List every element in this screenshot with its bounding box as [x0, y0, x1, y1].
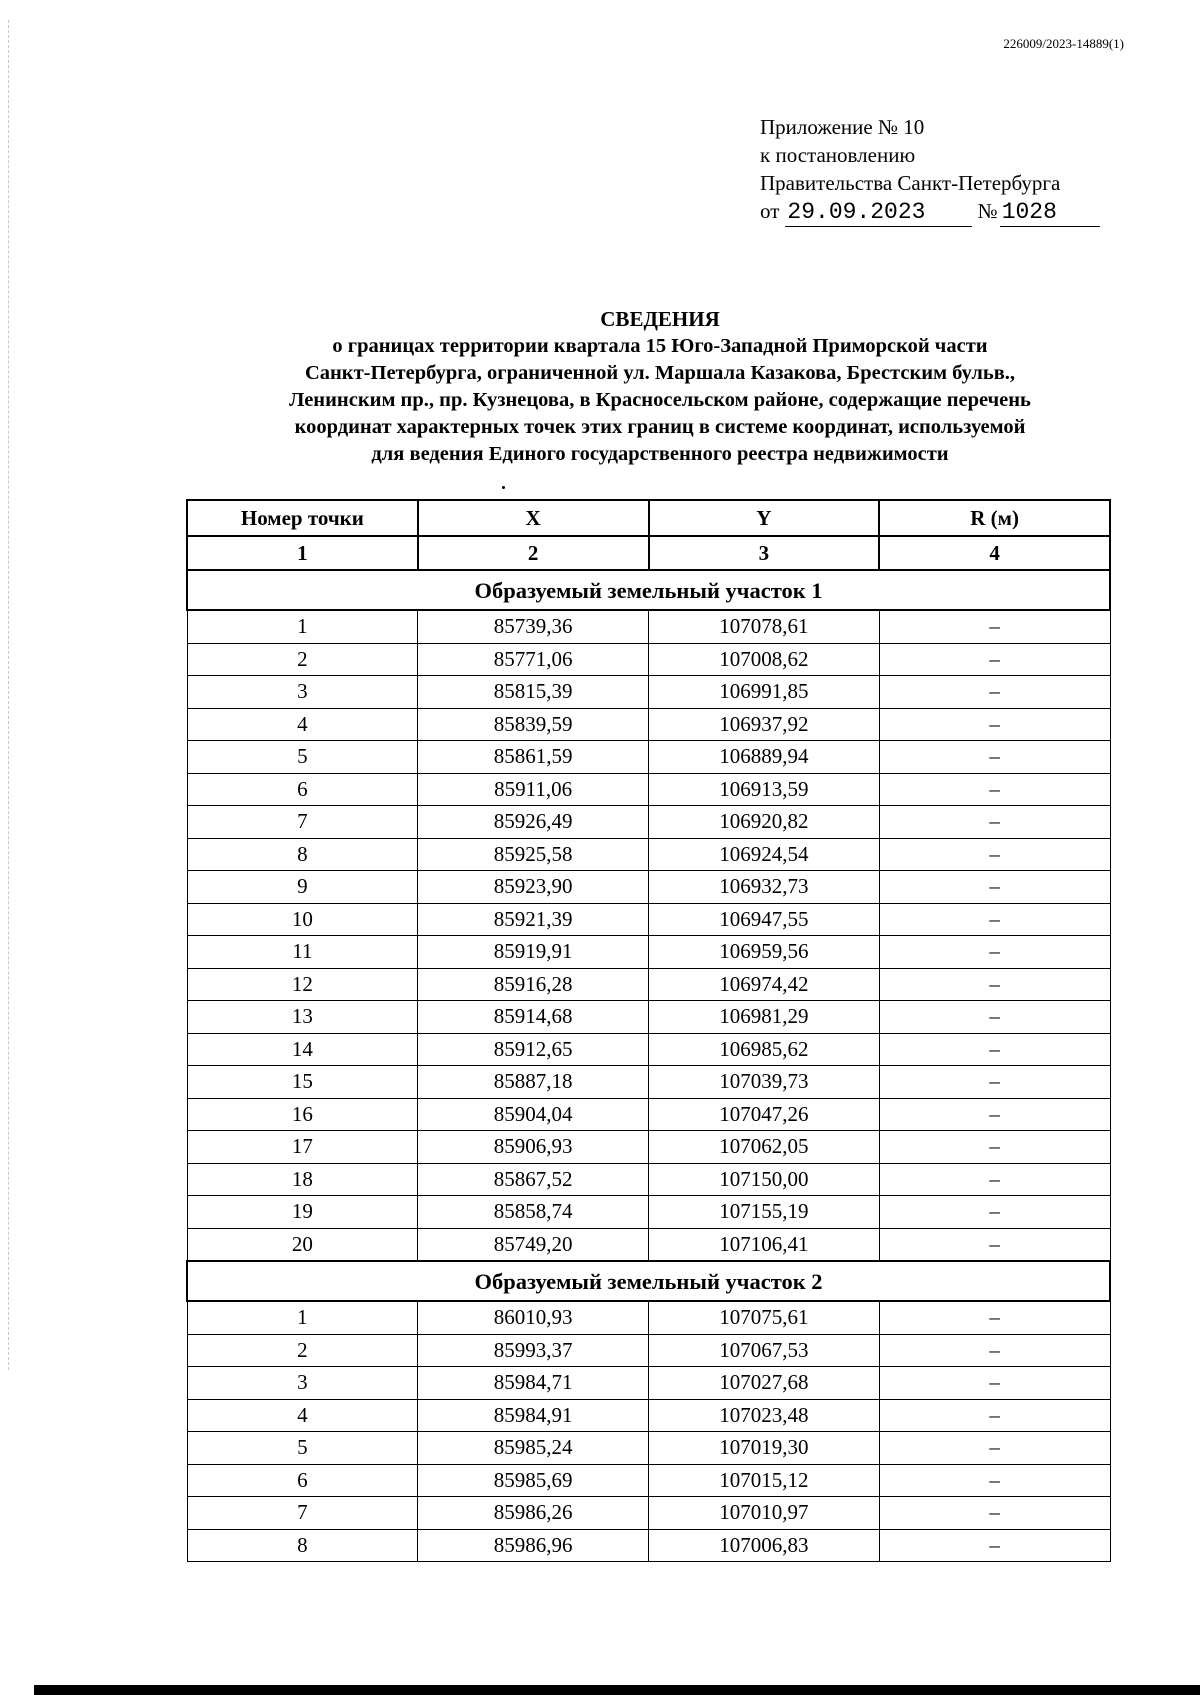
x-coordinate-cell: 85925,58 [418, 838, 649, 871]
title-line: координат характерных точек этих границ в системе координат, используемой [294, 416, 1026, 438]
radius-cell: – [879, 1196, 1110, 1229]
x-coordinate-cell: 85904,04 [418, 1098, 649, 1131]
point-number-cell: 3 [187, 676, 418, 709]
radius-cell: – [879, 1163, 1110, 1196]
table-row [187, 1098, 1110, 1131]
section-header-row [187, 570, 1110, 610]
table-row [187, 773, 1110, 806]
table-row [187, 1367, 1110, 1400]
y-coordinate-cell: 107067,53 [649, 1334, 880, 1367]
y-coordinate-cell: 107008,62 [649, 643, 880, 676]
header-x: X [418, 500, 649, 536]
appendix-ref: к постановлению [760, 143, 916, 167]
x-coordinate-cell: 85926,49 [418, 806, 649, 839]
point-number-cell: 13 [187, 1001, 418, 1034]
y-coordinate-cell: 107062,05 [649, 1131, 880, 1164]
title-main: СВЕДЕНИЯ [600, 307, 720, 331]
radius-cell: – [879, 1497, 1110, 1530]
table-row [187, 1066, 1110, 1099]
scan-speck [502, 486, 505, 489]
radius-cell: – [879, 1399, 1110, 1432]
header-point-number: Номер точки [187, 500, 418, 536]
appendix-title: Приложение № 10 [760, 115, 925, 139]
radius-cell: – [879, 1464, 1110, 1497]
x-coordinate-cell: 85815,39 [418, 676, 649, 709]
y-coordinate-cell: 107015,12 [649, 1464, 880, 1497]
point-number-cell: 8 [187, 1529, 418, 1562]
table-row [187, 1334, 1110, 1367]
point-number-cell: 12 [187, 968, 418, 1001]
x-coordinate-cell: 85984,91 [418, 1399, 649, 1432]
appendix-date-line [760, 197, 1100, 227]
point-number-cell: 7 [187, 806, 418, 839]
x-coordinate-cell: 85861,59 [418, 741, 649, 774]
column-number: 2 [418, 536, 649, 570]
header-r: R (м) [879, 500, 1110, 536]
point-number-cell: 8 [187, 838, 418, 871]
document-title [190, 306, 1130, 468]
table-row [187, 1399, 1110, 1432]
from-label: от [760, 199, 780, 223]
title-line: о границах территории квартала 15 Юго-Западной Приморской части [332, 335, 988, 357]
radius-cell: – [879, 838, 1110, 871]
radius-cell: – [879, 773, 1110, 806]
table-row [187, 1529, 1110, 1562]
y-coordinate-cell: 107019,30 [649, 1432, 880, 1465]
table-row [187, 1497, 1110, 1530]
table-header-row [187, 500, 1110, 536]
point-number-cell: 16 [187, 1098, 418, 1131]
x-coordinate-cell: 85984,71 [418, 1367, 649, 1400]
point-number-cell: 4 [187, 1399, 418, 1432]
point-number-cell: 9 [187, 871, 418, 904]
radius-cell: – [879, 1131, 1110, 1164]
y-coordinate-cell: 106932,73 [649, 871, 880, 904]
appendix-authority: Правительства Санкт-Петербурга [760, 171, 1061, 195]
table-row [187, 610, 1110, 643]
radius-cell: – [879, 708, 1110, 741]
table-row [187, 871, 1110, 904]
x-coordinate-cell: 85906,93 [418, 1131, 649, 1164]
point-number-cell: 15 [187, 1066, 418, 1099]
y-coordinate-cell: 107010,97 [649, 1497, 880, 1530]
table-row [187, 936, 1110, 969]
y-coordinate-cell: 106913,59 [649, 773, 880, 806]
y-coordinate-cell: 106937,92 [649, 708, 880, 741]
point-number-cell: 5 [187, 1432, 418, 1465]
point-number-cell: 20 [187, 1228, 418, 1261]
radius-cell: – [879, 1033, 1110, 1066]
table-row [187, 1432, 1110, 1465]
title-line: Ленинским пр., пр. Кузнецова, в Красносельском районе, содержащие перечень [289, 389, 1031, 411]
point-number-cell: 10 [187, 903, 418, 936]
radius-cell: – [879, 968, 1110, 1001]
x-coordinate-cell: 85867,52 [418, 1163, 649, 1196]
point-number-cell: 1 [187, 1301, 418, 1334]
x-coordinate-cell: 85921,39 [418, 903, 649, 936]
x-coordinate-cell: 86010,93 [418, 1301, 649, 1334]
scan-bottom-edge [34, 1685, 1200, 1695]
table-row [187, 806, 1110, 839]
table-row [187, 708, 1110, 741]
radius-cell: – [879, 1432, 1110, 1465]
table-row [187, 1163, 1110, 1196]
table-row [187, 1301, 1110, 1334]
radius-cell: – [879, 1098, 1110, 1131]
radius-cell: – [879, 741, 1110, 774]
point-number-cell: 18 [187, 1163, 418, 1196]
table-row [187, 676, 1110, 709]
resolution-date: 29.09.2023 [785, 198, 972, 227]
table-row [187, 1196, 1110, 1229]
x-coordinate-cell: 85839,59 [418, 708, 649, 741]
x-coordinate-cell: 85887,18 [418, 1066, 649, 1099]
y-coordinate-cell: 107106,41 [649, 1228, 880, 1261]
x-coordinate-cell: 85771,06 [418, 643, 649, 676]
y-coordinate-cell: 106920,82 [649, 806, 880, 839]
table-row [187, 1228, 1110, 1261]
point-number-cell: 6 [187, 773, 418, 806]
table-row [187, 968, 1110, 1001]
point-number-cell: 17 [187, 1131, 418, 1164]
x-coordinate-cell: 85858,74 [418, 1196, 649, 1229]
table-body [187, 536, 1110, 1562]
title-line: Санкт-Петербурга, ограниченной ул. Маршала Казакова, Брестским бульв., [304, 362, 1016, 384]
x-coordinate-cell: 85916,28 [418, 968, 649, 1001]
number-label: № [977, 199, 998, 223]
y-coordinate-cell: 106991,85 [649, 676, 880, 709]
x-coordinate-cell: 85993,37 [418, 1334, 649, 1367]
y-coordinate-cell: 106985,62 [649, 1033, 880, 1066]
point-number-cell: 2 [187, 643, 418, 676]
point-number-cell: 14 [187, 1033, 418, 1066]
x-coordinate-cell: 85985,24 [418, 1432, 649, 1465]
y-coordinate-cell: 107150,00 [649, 1163, 880, 1196]
radius-cell: – [879, 610, 1110, 643]
resolution-number: 1028 [1000, 198, 1100, 227]
radius-cell: – [879, 936, 1110, 969]
header-y: Y [649, 500, 880, 536]
table-row [187, 903, 1110, 936]
column-number: 1 [187, 536, 418, 570]
table-row [187, 1131, 1110, 1164]
x-coordinate-cell: 85739,36 [418, 610, 649, 643]
table-row [187, 838, 1110, 871]
column-number-row [187, 536, 1110, 570]
x-coordinate-cell: 85923,90 [418, 871, 649, 904]
x-coordinate-cell: 85749,20 [418, 1228, 649, 1261]
radius-cell: – [879, 676, 1110, 709]
radius-cell: – [879, 1066, 1110, 1099]
section-header-row [187, 1261, 1110, 1301]
y-coordinate-cell: 106947,55 [649, 903, 880, 936]
table-row [187, 741, 1110, 774]
point-number-cell: 2 [187, 1334, 418, 1367]
y-coordinate-cell: 107023,48 [649, 1399, 880, 1432]
radius-cell: – [879, 806, 1110, 839]
y-coordinate-cell: 107039,73 [649, 1066, 880, 1099]
y-coordinate-cell: 107075,61 [649, 1301, 880, 1334]
point-number-cell: 7 [187, 1497, 418, 1530]
y-coordinate-cell: 107027,68 [649, 1367, 880, 1400]
radius-cell: – [879, 1334, 1110, 1367]
x-coordinate-cell: 85986,26 [418, 1497, 649, 1530]
y-coordinate-cell: 107078,61 [649, 610, 880, 643]
point-number-cell: 5 [187, 741, 418, 774]
table-row [187, 643, 1110, 676]
radius-cell: – [879, 1228, 1110, 1261]
coordinates-table [186, 499, 1111, 1562]
document-registration-number: 226009/2023-14889(1) [1003, 36, 1124, 51]
x-coordinate-cell: 85911,06 [418, 773, 649, 806]
x-coordinate-cell: 85919,91 [418, 936, 649, 969]
radius-cell: – [879, 1001, 1110, 1034]
table-row [187, 1001, 1110, 1034]
y-coordinate-cell: 106974,42 [649, 968, 880, 1001]
y-coordinate-cell: 106959,56 [649, 936, 880, 969]
table-row [187, 1464, 1110, 1497]
table-row [187, 1033, 1110, 1066]
column-number: 4 [879, 536, 1110, 570]
y-coordinate-cell: 107155,19 [649, 1196, 880, 1229]
radius-cell: – [879, 903, 1110, 936]
y-coordinate-cell: 107047,26 [649, 1098, 880, 1131]
y-coordinate-cell: 106981,29 [649, 1001, 880, 1034]
x-coordinate-cell: 85985,69 [418, 1464, 649, 1497]
section-title: Образуемый земельный участок 2 [187, 1261, 1110, 1301]
point-number-cell: 19 [187, 1196, 418, 1229]
y-coordinate-cell: 106924,54 [649, 838, 880, 871]
radius-cell: – [879, 1529, 1110, 1562]
x-coordinate-cell: 85986,96 [418, 1529, 649, 1562]
point-number-cell: 3 [187, 1367, 418, 1400]
point-number-cell: 1 [187, 610, 418, 643]
radius-cell: – [879, 1367, 1110, 1400]
appendix-block [760, 113, 1100, 227]
radius-cell: – [879, 871, 1110, 904]
y-coordinate-cell: 107006,83 [649, 1529, 880, 1562]
x-coordinate-cell: 85912,65 [418, 1033, 649, 1066]
scan-edge [8, 20, 10, 1370]
point-number-cell: 4 [187, 708, 418, 741]
section-title: Образуемый земельный участок 1 [187, 570, 1110, 610]
title-line: для ведения Единого государственного реестра недвижимости [371, 443, 949, 465]
y-coordinate-cell: 106889,94 [649, 741, 880, 774]
column-number: 3 [649, 536, 880, 570]
x-coordinate-cell: 85914,68 [418, 1001, 649, 1034]
point-number-cell: 11 [187, 936, 418, 969]
radius-cell: – [879, 643, 1110, 676]
radius-cell: – [879, 1301, 1110, 1334]
point-number-cell: 6 [187, 1464, 418, 1497]
